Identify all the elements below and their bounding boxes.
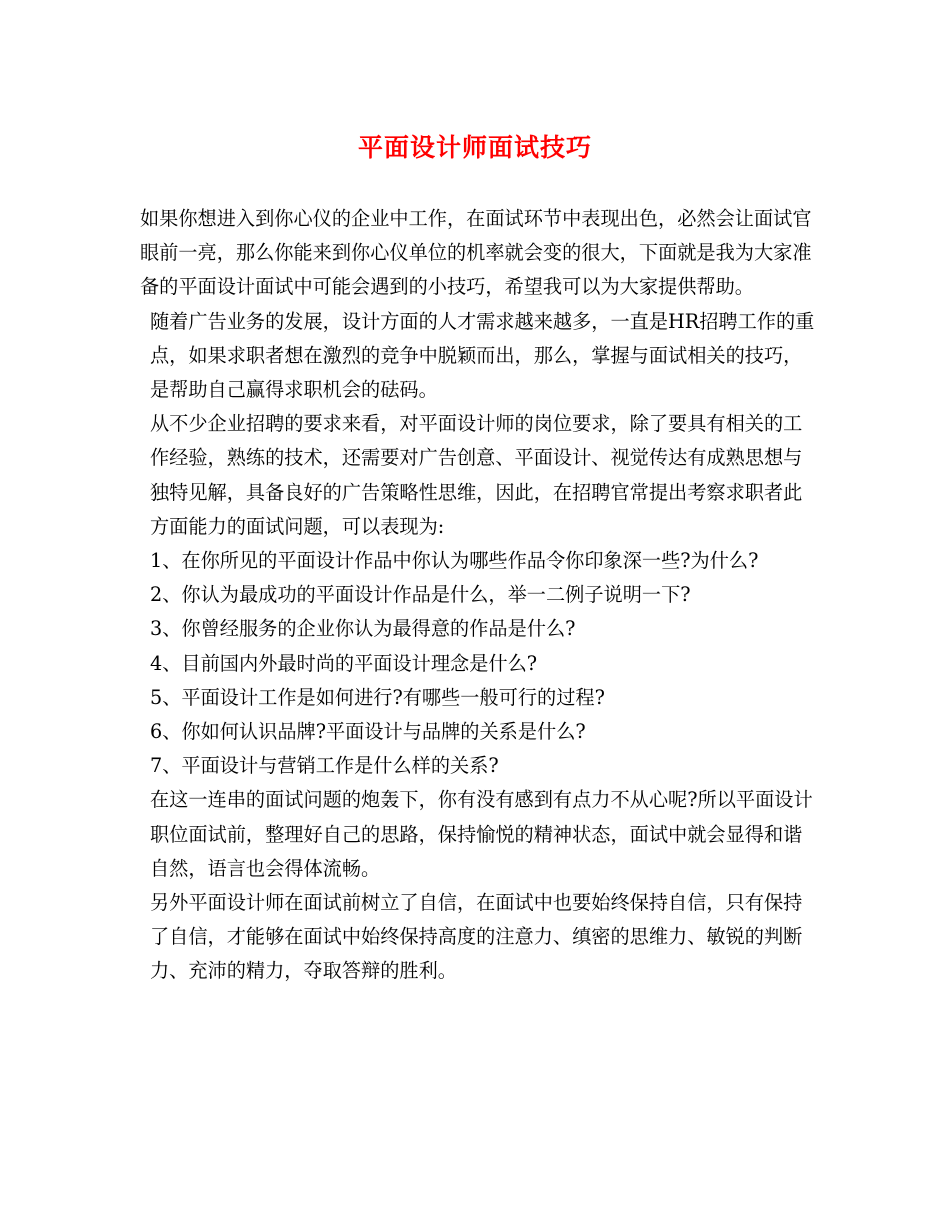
closing-paragraph: 在这一连串的面试问题的炮轰下，你有没有感到有点力不从心呢?所以平面设计职位面试前，整理好自己的思路，保持愉悦的精神状态，面试中就会显得和谐自然，语言也会得体流畅。 bbox=[150, 788, 813, 880]
question-item-4: 4、目前国内外最时尚的平面设计理念是什么? bbox=[150, 651, 538, 675]
question-item-2: 2、你认为最成功的平面设计作品是什么，举一二例子说明一下? bbox=[150, 583, 691, 607]
intro-paragraph: 如果你想进入到你心仪的企业中工作，在面试环节中表现出色，必然会让面试官眼前一亮，那么你能来到你心仪单位的机率就会变的很大，下面就是我为大家准备的平面设计面试中可能会遇到的小技巧，希望我可以为大家提供帮助。 bbox=[140, 207, 812, 299]
question-item-1: 1、在你所见的平面设计作品中你认为哪些作品令你印象深一些?为什么? bbox=[150, 549, 759, 573]
document-body bbox=[140, 202, 820, 989]
closing-paragraph: 另外平面设计师在面试前树立了自信，在面试中也要始终保持自信，只有保持了自信，才能够在面试中始终保持高度的注意力、缜密的思维力、敏锐的判断力、充沛的精力，夺取答辩的胜利。 bbox=[150, 891, 803, 983]
body-paragraph: 从不少企业招聘的要求来看，对平面设计师的岗位要求，除了要具有相关的工作经验，熟练的技术，还需要对广告创意、平面设计、视觉传达有成熟思想与独特见解，具备良好的广告策略性思维，因此，在招聘官常提出考察求职者此方面能力的面试问题，可以表现为: bbox=[150, 412, 803, 538]
question-item-7: 7、平面设计与营销工作是什么样的关系? bbox=[150, 754, 499, 778]
document-title: 平面设计师面试技巧 bbox=[357, 133, 592, 162]
body-paragraph: 随着广告业务的发展，设计方面的人才需求越来越多，一直是HR招聘工作的重点，如果求职者想在激烈的竞争中脱颖而出，那么，掌握与面试相关的技巧，是帮助自己赢得求职机会的砝码。 bbox=[150, 309, 815, 402]
question-item-5: 5、平面设计工作是如何进行?有哪些一般可行的过程? bbox=[150, 685, 605, 709]
question-item-6: 6、你如何认识品牌?平面设计与品牌的关系是什么? bbox=[150, 720, 586, 744]
question-item-3: 3、你曾经服务的企业你认为最得意的作品是什么? bbox=[150, 617, 576, 641]
